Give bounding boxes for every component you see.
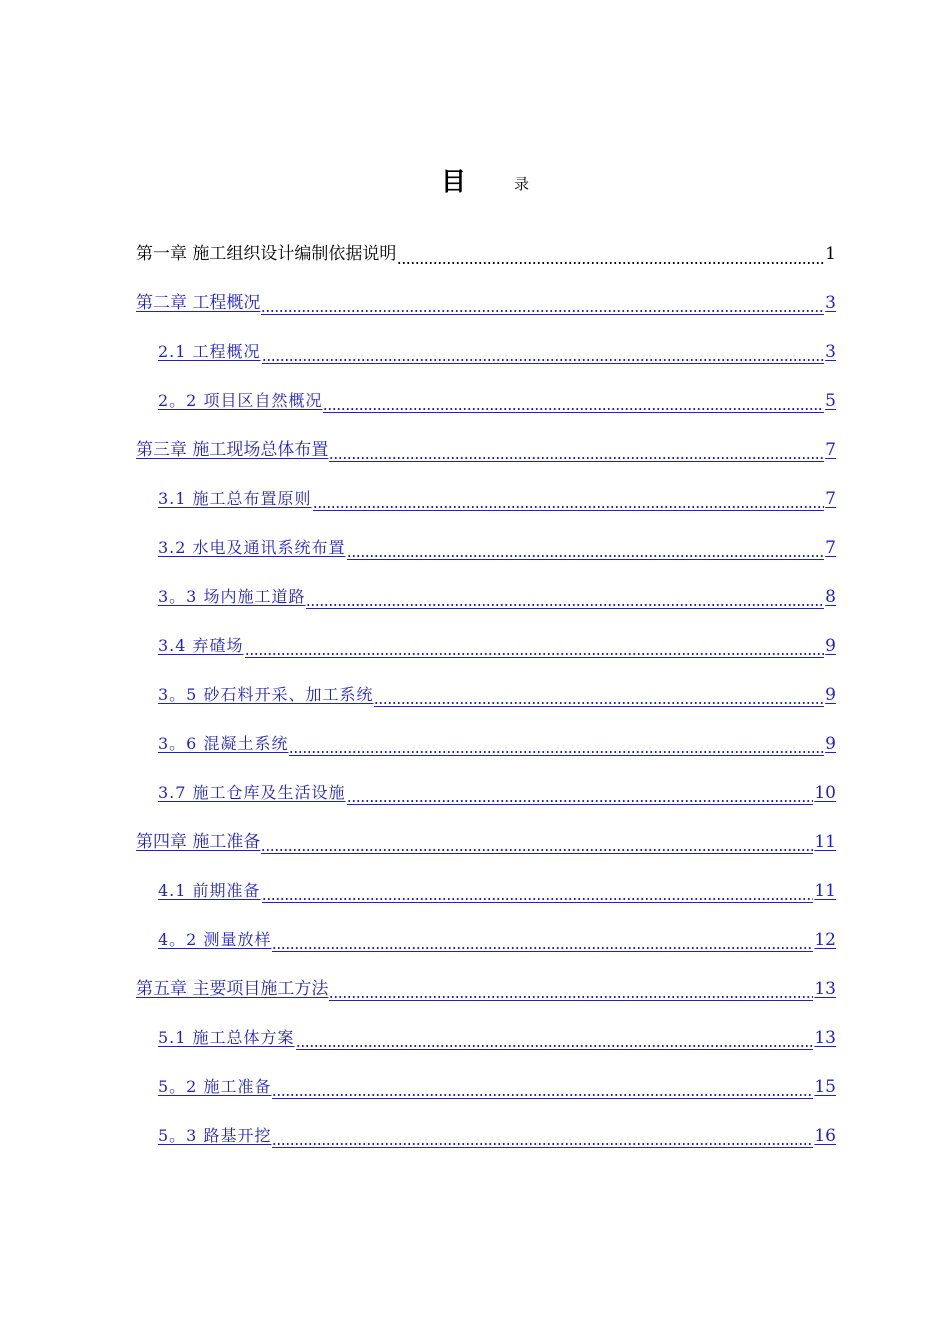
toc-entry-label: 第三章 施工现场总体布置 bbox=[136, 440, 329, 460]
toc-entry-label: 5。2 施工准备 bbox=[158, 1077, 272, 1096]
toc-entry-label: 第五章 主要项目施工方法 bbox=[136, 979, 329, 999]
toc-entry-3-6[interactable] bbox=[158, 726, 836, 756]
toc-dot-leader bbox=[262, 878, 814, 903]
toc-entry-label: 3。6 混凝土系统 bbox=[158, 734, 289, 753]
toc-entry-page: 3 bbox=[825, 342, 836, 362]
toc-entry-label: 3.2 水电及通讯系统布置 bbox=[158, 538, 346, 557]
toc-entry-5-3[interactable] bbox=[158, 1118, 836, 1148]
toc-entry-3-2[interactable] bbox=[158, 530, 836, 560]
toc-entry-3-7[interactable] bbox=[158, 775, 836, 805]
toc-entry-page: 13 bbox=[814, 979, 836, 999]
toc-entry-3-5[interactable] bbox=[158, 677, 836, 707]
toc-entry-chapter-3[interactable] bbox=[136, 432, 836, 462]
toc-dot-leader bbox=[347, 535, 825, 560]
toc-dot-leader bbox=[374, 682, 824, 707]
toc-entry-3-1[interactable] bbox=[158, 481, 836, 511]
toc-entry-page: 7 bbox=[825, 489, 836, 509]
toc-entry-page: 7 bbox=[825, 440, 836, 460]
toc-entry-label: 第四章 施工准备 bbox=[136, 832, 261, 852]
toc-dot-leader bbox=[272, 927, 813, 952]
toc-entry-page: 16 bbox=[814, 1126, 836, 1146]
toc-entry-page: 9 bbox=[825, 734, 836, 754]
toc-entry-chapter-2[interactable] bbox=[136, 285, 836, 315]
toc-entry-page: 8 bbox=[825, 587, 836, 607]
toc-entry-chapter-4[interactable] bbox=[136, 824, 836, 854]
toc-entry-page: 10 bbox=[814, 783, 836, 803]
toc-entry-label: 5。3 路基开挖 bbox=[158, 1126, 272, 1145]
toc-entry-page: 13 bbox=[814, 1028, 836, 1048]
toc-dot-leader bbox=[261, 290, 824, 315]
toc-entry-5-1[interactable] bbox=[158, 1020, 836, 1050]
title-sub-char: 录 bbox=[514, 175, 530, 193]
toc-dot-leader bbox=[262, 339, 825, 364]
toc-entry-page: 5 bbox=[825, 391, 836, 411]
toc-entry-page: 3 bbox=[825, 293, 836, 313]
toc-dot-leader bbox=[272, 1074, 813, 1099]
toc-entry-chapter-1[interactable] bbox=[136, 236, 836, 266]
toc-dot-leader bbox=[347, 780, 814, 805]
toc-dot-leader bbox=[296, 1025, 814, 1050]
toc-dot-leader bbox=[329, 976, 813, 1001]
toc-entry-5-2[interactable] bbox=[158, 1069, 836, 1099]
toc-entry-label: 3.1 施工总布置原则 bbox=[158, 489, 312, 508]
toc-dot-leader bbox=[323, 388, 824, 413]
toc-entry-label: 5.1 施工总体方案 bbox=[158, 1028, 295, 1047]
toc-dot-leader bbox=[329, 437, 824, 462]
toc-entry-label: 第一章 施工组织设计编制依据说明 bbox=[136, 244, 397, 264]
toc-entry-page: 11 bbox=[814, 832, 836, 852]
toc-dot-leader bbox=[289, 731, 824, 756]
toc-entry-2-2[interactable] bbox=[158, 383, 836, 413]
toc-entry-label: 3.4 弃碴场 bbox=[158, 636, 244, 655]
toc-dot-leader bbox=[306, 584, 824, 609]
toc-entry-label: 3。3 场内施工道路 bbox=[158, 587, 306, 606]
toc-entry-page: 7 bbox=[825, 538, 836, 558]
toc-entry-label: 第二章 工程概况 bbox=[136, 293, 261, 313]
page-title bbox=[0, 163, 950, 203]
toc-entry-page: 9 bbox=[825, 636, 836, 656]
toc-dot-leader bbox=[272, 1123, 813, 1148]
toc-dot-leader bbox=[261, 829, 813, 854]
toc-entry-page: 1 bbox=[825, 244, 836, 264]
toc-entry-label: 4。2 测量放样 bbox=[158, 930, 272, 949]
toc-entry-page: 9 bbox=[825, 685, 836, 705]
title-main-char: 目 bbox=[441, 167, 467, 196]
toc-entry-3-4[interactable] bbox=[158, 628, 836, 658]
toc-dot-leader bbox=[245, 633, 825, 658]
toc-entry-page: 11 bbox=[814, 881, 836, 901]
toc-entry-label: 4.1 前期准备 bbox=[158, 881, 261, 900]
toc-entry-label: 3。5 砂石料开采、加工系统 bbox=[158, 685, 374, 704]
toc-entry-4-2[interactable] bbox=[158, 922, 836, 952]
toc-entry-page: 15 bbox=[814, 1077, 836, 1097]
toc-dot-leader bbox=[397, 242, 824, 266]
toc-dot-leader bbox=[313, 486, 825, 511]
toc-entry-chapter-5[interactable] bbox=[136, 971, 836, 1001]
toc-entry-3-3[interactable] bbox=[158, 579, 836, 609]
toc-entry-2-1[interactable] bbox=[158, 334, 836, 364]
toc-entry-label: 3.7 施工仓库及生活设施 bbox=[158, 783, 346, 802]
toc-entry-label: 2。2 项目区自然概况 bbox=[158, 391, 323, 410]
toc-entry-4-1[interactable] bbox=[158, 873, 836, 903]
toc-entry-label: 2.1 工程概况 bbox=[158, 342, 261, 361]
toc-entry-page: 12 bbox=[814, 930, 836, 950]
